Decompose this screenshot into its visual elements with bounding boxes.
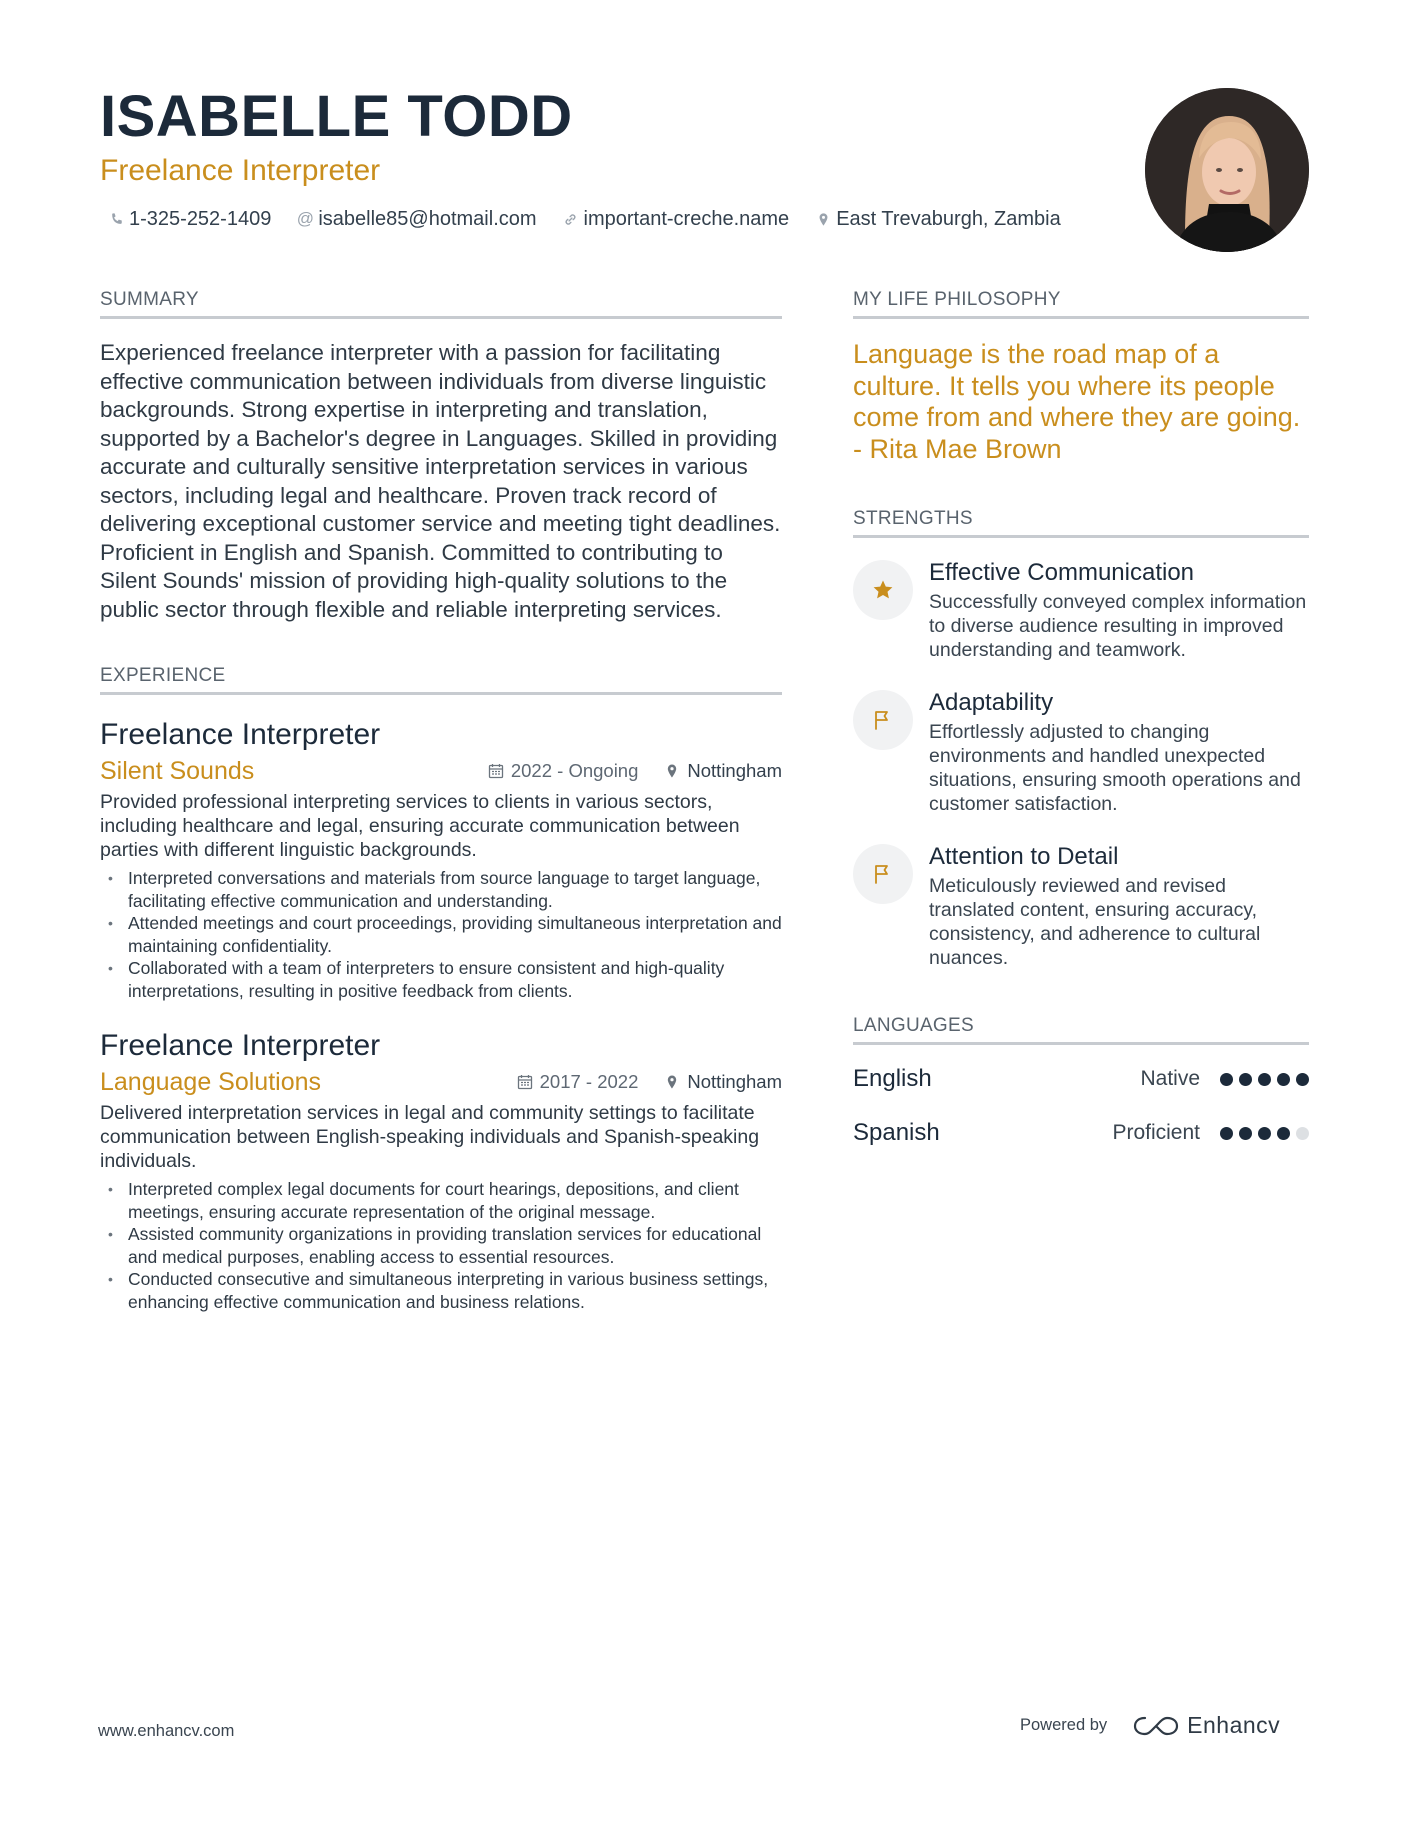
candidate-name: ISABELLE TODD [100,84,573,149]
strength-item [853,558,1309,662]
job-dates [488,760,639,782]
experience-item [100,717,782,1002]
contact-email[interactable] [297,206,536,232]
dates-text: 2022 - Ongoing [510,760,639,781]
link-icon [563,212,579,227]
summary-heading: SUMMARY [100,288,782,319]
job-location [664,1071,782,1093]
strength-description: Effortlessly adjusted to changing environments and handled unexpected situations, ensuring smooth operations and customer satisfaction. [929,721,1301,815]
job-bullet: • Attended meetings and court proceedings, providing simultaneous interpretation and maintaining confidentiality. [100,912,782,957]
language-rating [1220,1073,1309,1086]
language-level: Proficient [1112,1121,1200,1144]
location-text: Nottingham [687,760,782,781]
right-column [853,288,1309,1147]
language-item [853,1065,1309,1093]
location-text: Nottingham [687,1071,782,1092]
rating-dot-filled [1277,1127,1290,1140]
powered-by-text: Powered by [1020,1716,1108,1734]
rating-dot-filled [1296,1073,1309,1086]
contact-location [815,206,1061,232]
flag-icon [853,690,913,750]
experience-heading: EXPERIENCE [100,664,782,695]
website-text: important-creche.name [583,208,790,230]
calendar-icon [517,1074,533,1090]
phone-text: 1-325-252-1409 [129,208,272,230]
job-bullet: • Interpreted complex legal documents for court hearings, depositions, and client meetings, ensuring accurate representation of the original message. [100,1178,782,1223]
rating-dot-filled [1258,1073,1271,1086]
job-title: Freelance Interpreter [100,718,381,751]
job-bullets [100,867,782,1002]
location-text: East Trevaburgh, Zambia [836,208,1061,230]
job-location [664,760,782,782]
summary-text: Experienced freelance interpreter with a passion for facilitating effective communication between individuals from diverse linguistic backgrounds. Strong expertise in interpreting and translation, supported by a Bachelor's degree in Languages. Skilled in providing accurate and culturally sensitive interpretation services in various sectors, including legal and healthcare. Proven track record of delivering exceptional customer service and meeting tight deadlines. Proficient in English and Spanish. Committed to contributing to Silent Sounds' mission of providing high-quality solutions to the public sector through flexible and reliable interpreting services. [100,340,781,622]
job-description: Delivered interpretation services in legal and community settings to facilitate communication between English-speaking individuals and Spanish-speaking individuals. [100,1102,760,1172]
strength-description: Meticulously reviewed and revised translated content, ensuring accuracy, consistency, and adherence to cultural nuances. [929,875,1261,969]
dates-text: 2017 - 2022 [539,1071,639,1092]
rating-dot-filled [1220,1127,1233,1140]
avatar [1145,88,1309,252]
language-name: Spanish [853,1119,940,1146]
email-text: isabelle85@hotmail.com [318,208,537,230]
strength-item [853,842,1309,970]
job-title: Freelance Interpreter [100,1029,381,1062]
job-dates [517,1071,639,1093]
enhancv-logo-icon [1133,1715,1179,1737]
strength-item [853,688,1309,816]
job-description: Provided professional interpreting services to clients in various sectors, including healthcare and legal, ensuring accurate communication between parties with different linguistic backgrounds. [100,791,740,861]
philosophy-quote: Language is the road map of a culture. It tells you where its people come from and where they are going. - Rita Mae Brown [853,339,1301,464]
map-pin-icon [815,212,831,227]
languages-heading: LANGUAGES [853,1014,1309,1045]
job-bullet: • Collaborated with a team of interpreters to ensure consistent and high-quality interpretations, resulting in positive feedback from clients. [100,957,782,1002]
map-pin-icon [664,1074,680,1090]
candidate-role: Freelance Interpreter [100,154,381,187]
job-bullet: • Interpreted conversations and materials from source language to target language, facilitating effective communication and understanding. [100,867,782,912]
flag-icon [853,844,913,904]
language-item [853,1119,1309,1147]
strengths-heading: STRENGTHS [853,507,1309,538]
contact-bar [108,206,1061,232]
company-name: Language Solutions [100,1068,322,1096]
job-bullets [100,1178,782,1313]
rating-dot-filled [1277,1073,1290,1086]
footer-branding [1020,1712,1280,1739]
job-bullet: • Assisted community organizations in providing translation services for educational and medical purposes, enabling access to essential resources. [100,1223,782,1268]
at-icon: @ [296,209,314,228]
company-name: Silent Sounds [100,757,255,785]
calendar-icon [488,763,504,779]
strength-title: Effective Communication [929,559,1195,586]
contact-website[interactable] [563,206,790,232]
star-icon [853,560,913,620]
strength-title: Adaptability [929,689,1054,716]
brand-link[interactable] [1133,1712,1280,1739]
experience-item [100,1028,782,1313]
rating-dot-empty [1296,1127,1309,1140]
map-pin-icon [664,763,680,779]
rating-dot-filled [1220,1073,1233,1086]
job-bullet: • Conducted consecutive and simultaneous interpreting in various business settings, enhancing effective communication and business relations. [100,1268,782,1313]
contact-phone[interactable] [108,206,271,232]
strength-title: Attention to Detail [929,843,1119,870]
language-level: Native [1140,1067,1200,1090]
rating-dot-filled [1239,1127,1252,1140]
language-name: English [853,1065,932,1092]
philosophy-heading: MY LIFE PHILOSOPHY [853,288,1309,319]
footer-site-link[interactable]: www.enhancv.com [98,1722,235,1740]
rating-dot-filled [1258,1127,1271,1140]
phone-icon [108,212,124,227]
rating-dot-filled [1239,1073,1252,1086]
language-rating [1220,1127,1309,1140]
strength-description: Successfully conveyed complex information to diverse audience resulting in improved understanding and teamwork. [929,591,1307,661]
brand-name: Enhancv [1187,1712,1281,1738]
left-column [100,288,782,1313]
